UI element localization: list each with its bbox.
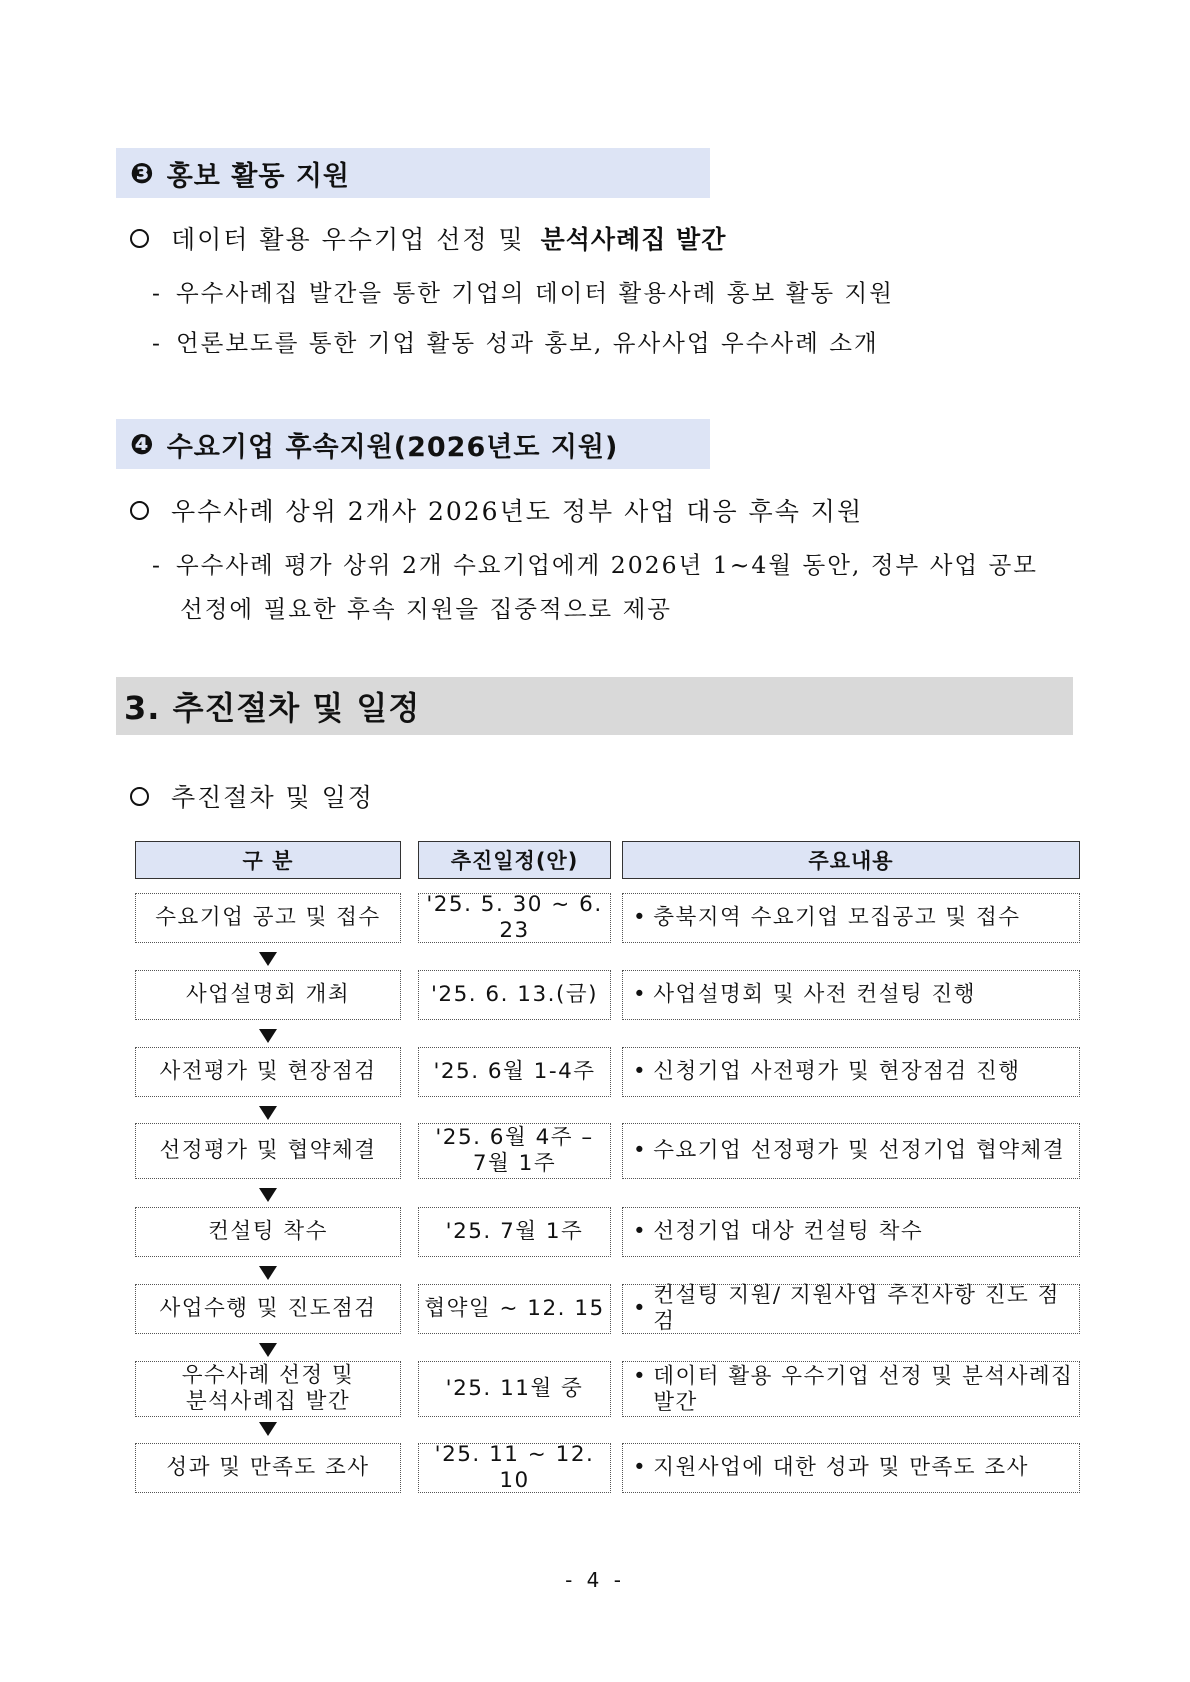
down-arrow-icon (259, 1422, 277, 1436)
row-1-desc: • 충북지역 수요기업 모집공고 및 접수 (622, 893, 1080, 943)
circle-bullet-icon (130, 787, 149, 806)
section-3-dash-2: - 언론보도를 통한 기업 활동 성과 홍보, 유사사업 우수사례 소개 (152, 329, 879, 357)
row-2-date: '25. 6. 13.(금) (418, 970, 611, 1020)
row-7-stage (135, 1361, 401, 1417)
down-arrow-icon (259, 1343, 277, 1357)
circle-bullet-icon (130, 229, 149, 248)
row-7-stage-line-1: 우수사례 선정 및 (181, 1363, 355, 1388)
row-3-desc: • 신청기업 사전평가 및 현장점검 진행 (622, 1047, 1080, 1097)
section-4-dash: - 우수사례 평가 상위 2개 수요기업에게 2026년 1~4월 동안, 정부 사업 공모 (152, 551, 1038, 579)
header-date: 추진일정(안) (418, 841, 611, 879)
down-arrow-icon (259, 1029, 277, 1043)
section-4-header (116, 419, 710, 469)
schedule-bullet-text: 추진절차 및 일정 (171, 783, 374, 812)
row-5-stage: 컨설팅 착수 (135, 1207, 401, 1257)
row-4-desc: • 수요기업 선정평가 및 선정기업 협약체결 (622, 1123, 1080, 1179)
row-2-stage: 사업설명회 개최 (135, 970, 401, 1020)
row-5-date: '25. 7월 1주 (418, 1207, 611, 1257)
chapter-title: 3. 추진절차 및 일정 (116, 677, 1073, 735)
header-content: 주요내용 (622, 841, 1080, 879)
row-4-date (418, 1123, 611, 1179)
schedule-bullet (128, 778, 374, 814)
row-7-date: '25. 11월 중 (418, 1361, 611, 1417)
section-3-header (116, 148, 710, 198)
section-4-title: 수요기업 후속지원(2026년도 지원) (166, 431, 619, 463)
row-8-desc: • 지원사업에 대한 성과 및 만족도 조사 (622, 1443, 1080, 1493)
row-3-date: '25. 6월 1-4주 (418, 1047, 611, 1097)
section-4-number: ❹ (130, 427, 155, 461)
section-4-dash-line-2: 선정에 필요한 후속 지원을 집중적으로 제공 (180, 595, 672, 623)
section-3-dash-1-text: 우수사례집 발간을 통한 기업의 데이터 활용사례 홍보 활동 지원 (175, 279, 894, 307)
circle-bullet-icon (130, 501, 149, 520)
section-4-bullet-text: 우수사례 상위 2개사 2026년도 정부 사업 대응 후속 지원 (171, 497, 864, 526)
row-6-stage: 사업수행 및 진도점검 (135, 1284, 401, 1334)
row-6-desc: • 컨설팅 지원/ 지원사업 추진사항 진도 점검 (622, 1284, 1080, 1334)
row-8-stage: 성과 및 만족도 조사 (135, 1443, 401, 1493)
section-3-bullet-bold: 분석사례집 발간 (540, 225, 727, 254)
down-arrow-icon (259, 1188, 277, 1202)
row-7-desc-line-1: 데이터 활용 우수기업 선정 및 분석사례집 (653, 1364, 1074, 1389)
row-6-date: 협약일 ~ 12. 15 (418, 1284, 611, 1334)
row-8-date: '25. 11 ~ 12. 10 (418, 1443, 611, 1493)
row-7-desc-line-2: 발간 (653, 1390, 698, 1415)
row-5-desc: • 선정기업 대상 컨설팅 착수 (622, 1207, 1080, 1257)
down-arrow-icon (259, 1266, 277, 1280)
section-3-number: ❸ (130, 156, 155, 190)
row-2-desc: • 사업설명회 및 사전 컨설팅 진행 (622, 970, 1080, 1020)
down-arrow-icon (259, 952, 277, 966)
down-arrow-icon (259, 1106, 277, 1120)
section-3-dash-2-text: 언론보도를 통한 기업 활동 성과 홍보, 유사사업 우수사례 소개 (175, 329, 879, 357)
row-1-date: '25. 5. 30 ~ 6. 23 (418, 893, 611, 943)
section-3-dash-1: - 우수사례집 발간을 통한 기업의 데이터 활용사례 홍보 활동 지원 (152, 279, 894, 307)
row-4-stage: 선정평가 및 협약체결 (135, 1123, 401, 1179)
row-3-stage: 사전평가 및 현장점검 (135, 1047, 401, 1097)
row-4-date-line-1: '25. 6월 4주 – (435, 1125, 594, 1150)
page-number: - 4 - (565, 1568, 625, 1592)
section-3-bullet-text: 데이터 활용 우수기업 선정 및 (171, 225, 525, 254)
row-7-stage-line-2: 분석사례집 발간 (185, 1389, 351, 1414)
section-4-dash-line-1: 우수사례 평가 상위 2개 수요기업에게 2026년 1~4월 동안, 정부 사업 공모 (175, 551, 1038, 579)
row-1-stage: 수요기업 공고 및 접수 (135, 893, 401, 943)
row-4-date-line-2: 7월 1주 (472, 1151, 557, 1176)
section-3-title: 홍보 활동 지원 (166, 160, 351, 192)
row-7-desc: • 데이터 활용 우수기업 선정 및 분석사례집 발간 (622, 1361, 1080, 1417)
section-3-bullet (128, 220, 726, 256)
header-stage: 구 분 (135, 841, 401, 879)
section-4-bullet (128, 492, 863, 528)
